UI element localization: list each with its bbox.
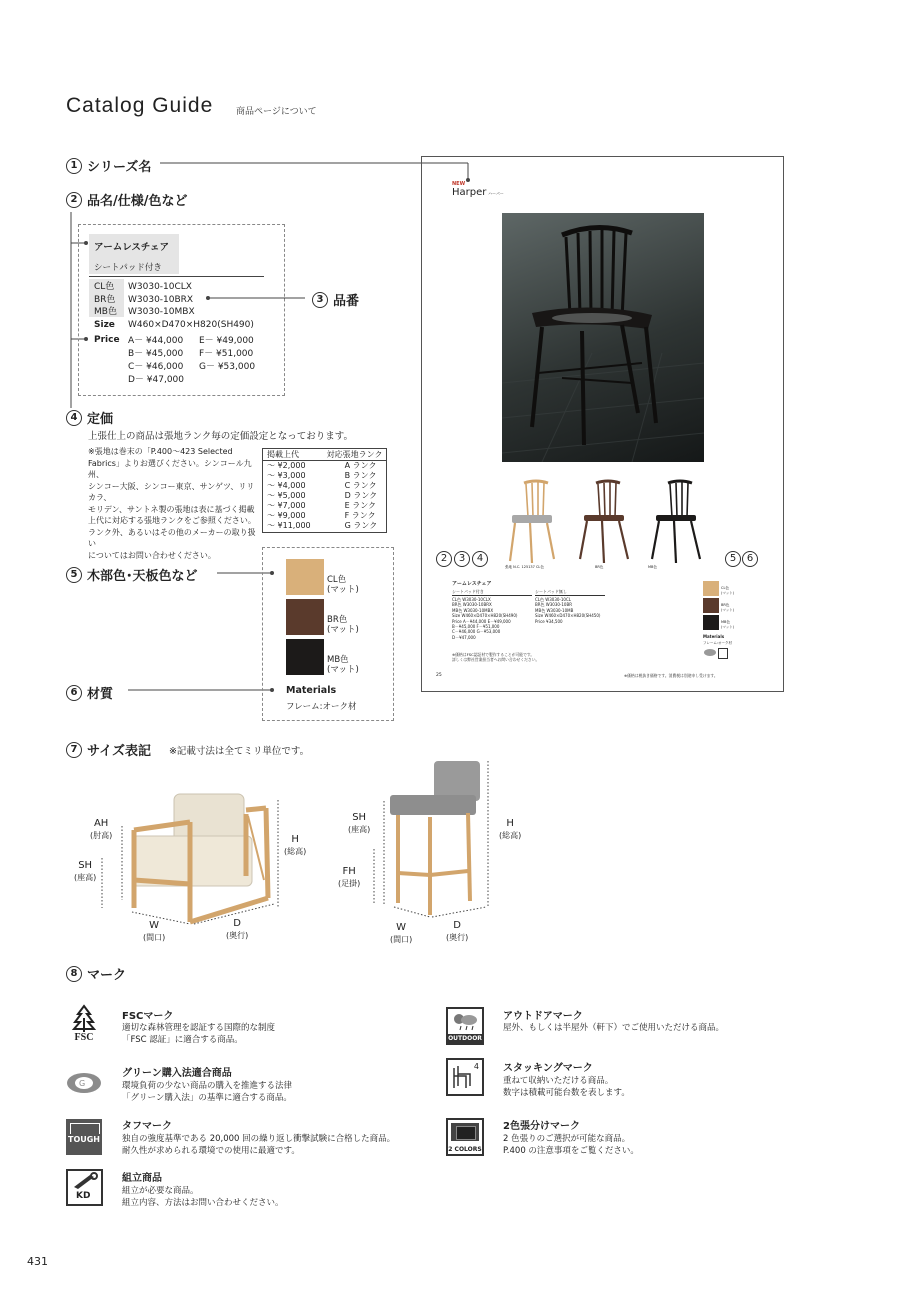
- mark-desc: [122, 1185, 284, 1209]
- price-item: A－ ¥44,000: [128, 336, 184, 346]
- section-label: 定価: [87, 412, 114, 427]
- mark-desc: [503, 1022, 724, 1034]
- rank-grade: B ランク: [344, 471, 377, 480]
- section-label: 木部色･天板色など: [87, 569, 198, 584]
- rank-price: ～ ¥11,000: [267, 521, 311, 530]
- page-title: Catalog Guide: [66, 94, 214, 117]
- desc-line: 重ねて収納いただける商品。: [503, 1076, 614, 1086]
- note-line: ランク外、あるいはその他のメーカーの取り扱い: [88, 527, 256, 548]
- kd-mini-icon: [718, 648, 728, 659]
- note-line: モリデン、サントネ製の張地は表に基づく掲載: [88, 504, 255, 514]
- num-badge: 2: [436, 551, 452, 567]
- spec-key: CL色: [94, 282, 115, 292]
- num-badge: 7: [66, 742, 82, 758]
- mini-line: Size W460×D470×H820(SH450): [535, 613, 601, 619]
- mini-spec-a: [452, 597, 517, 640]
- color-box: [262, 547, 394, 721]
- mini-line: D－¥47,000: [452, 634, 476, 640]
- armchair-d-label: [226, 918, 248, 942]
- callout-group-left: [436, 551, 489, 567]
- table-row: [263, 481, 386, 491]
- section-label: シリーズ名: [87, 160, 152, 175]
- materials-title: Materials: [286, 685, 337, 696]
- spec-option: シートパッド付き: [94, 263, 162, 273]
- rank-price: ～ ¥9,000: [267, 511, 306, 520]
- mini-line: Price A－¥44,000 E－¥49,000: [452, 618, 511, 624]
- size-note: ※記載寸法は全てミリ単位です。: [168, 745, 310, 757]
- desc-line: 2 色張りのご選択が可能な商品。: [503, 1134, 631, 1144]
- dim-label: SH: [352, 812, 367, 823]
- table-row: [263, 511, 386, 521]
- dim-label: W: [149, 920, 160, 931]
- rank-grade: E ランク: [344, 501, 377, 510]
- price-item: F－ ¥51,000: [199, 349, 254, 359]
- callout-group-right: [725, 551, 759, 567]
- mini-line: MB色 W3030-10MBX: [452, 607, 494, 613]
- sample-page-number: 25: [436, 673, 442, 678]
- mark-title: 組立商品: [122, 1173, 162, 1184]
- mini-line: B－¥45,000 F－¥51,000: [452, 624, 500, 630]
- spec-value: W460×D470×H820(SH490): [128, 319, 254, 330]
- dim-sub: (座高): [74, 873, 97, 882]
- section-item-number: [312, 290, 359, 309]
- num-badge: 5: [66, 567, 82, 583]
- table-row: [263, 501, 386, 511]
- kd-icon: [66, 1169, 103, 1206]
- swatch-cl: [286, 559, 324, 595]
- mini-swatch: [703, 598, 719, 613]
- rank-grade: A ランク: [344, 461, 377, 470]
- swatch-name: MB色: [327, 655, 349, 665]
- price-item: C－ ¥46,000: [128, 362, 184, 372]
- tough-badge-text: TOUGH: [67, 1135, 100, 1144]
- stool-d-label: [446, 920, 468, 944]
- mark-title: スタッキングマーク: [503, 1063, 593, 1074]
- num-badge: 1: [66, 158, 82, 174]
- stool-w-label: [390, 922, 412, 946]
- dim-label: AH: [93, 818, 109, 829]
- num-badge: 3: [312, 292, 328, 308]
- chair-thumb-mb: [652, 481, 700, 563]
- thumb-label: MB色: [648, 565, 657, 569]
- mini-line: CL色 W3030-10CLX: [452, 597, 491, 602]
- price-list-right: [199, 335, 255, 374]
- thumb-label: BR色: [595, 565, 604, 569]
- swatch-mb: [286, 639, 324, 675]
- mini-line: MB色 W3030-10MB: [535, 607, 574, 613]
- section-label: 品名/仕様/色など: [87, 194, 188, 209]
- svg-text:G: G: [79, 1079, 86, 1088]
- sample-series: Harper: [452, 187, 487, 198]
- rank-price: ～ ¥5,000: [267, 491, 306, 500]
- armchair-w-label: [143, 920, 165, 944]
- mark-desc: [122, 1080, 292, 1104]
- spec-divider: [89, 276, 264, 277]
- mark-desc: [122, 1022, 275, 1046]
- mini-swatch-sub: (マット): [721, 607, 735, 612]
- section-marks: [66, 964, 126, 983]
- spec-value: W3030-10MBX: [128, 307, 195, 317]
- dim-label: H: [291, 834, 299, 845]
- rank-grade: F ランク: [344, 511, 376, 520]
- tough-icon: [66, 1119, 102, 1155]
- price-lead: 上張仕上の商品は張地ランク毎の定価設定となっております。: [88, 431, 354, 442]
- section-spec: [66, 190, 188, 209]
- two-colors-badge-text: 2 COLORS: [448, 1146, 482, 1153]
- mini-swatch: [703, 615, 719, 630]
- mini-spec-b: [535, 597, 600, 624]
- armchair-h-label: [284, 834, 306, 858]
- mark-title: グリーン購入法適合商品: [122, 1068, 232, 1079]
- note-line: Fabrics」よりお選びください。シンコール九州、: [88, 458, 252, 479]
- mark-title: アウトドアマーク: [503, 1011, 583, 1022]
- stool-fh-label: [338, 866, 360, 890]
- swatch-name: BR色: [327, 615, 348, 625]
- num-badge: 4: [66, 410, 82, 426]
- dim-sub: (総高): [284, 847, 307, 856]
- rank-head: 掲載上代: [267, 450, 299, 459]
- materials-text: フレーム:オーク材: [286, 702, 357, 712]
- mini-line: ※価格はFSC認証材で製作することが可能です。: [452, 652, 535, 657]
- swatch-sub: (マット): [327, 585, 359, 595]
- fsc-icon: [66, 1004, 102, 1046]
- rank-price: ～ ¥4,000: [267, 481, 306, 490]
- section-label: マーク: [87, 968, 127, 983]
- desc-line: 「FSC 認証」に適合する商品。: [122, 1035, 243, 1045]
- dim-sub: (座高): [348, 825, 371, 834]
- table-row: [263, 521, 386, 531]
- dim-sub: (総高): [499, 831, 522, 840]
- mark-desc: [503, 1133, 639, 1157]
- sample-series-kana: ハーパー: [488, 191, 504, 196]
- two-colors-icon: [446, 1118, 484, 1156]
- rank-table: [262, 448, 387, 533]
- price-item: G－ ¥53,000: [199, 362, 256, 372]
- dim-label: SH: [78, 860, 93, 871]
- num-badge: 6: [66, 685, 82, 701]
- mini-line: CL色 W3030-10CL: [535, 597, 571, 602]
- kd-badge-text: KD: [76, 1191, 91, 1201]
- mark-title: FSCマーク: [122, 1011, 174, 1022]
- spec-rows: [94, 281, 254, 331]
- note-line: シンコー大阪、シンコー東京、サンゲツ、リリカラ、: [88, 481, 255, 502]
- rank-price: ～ ¥3,000: [267, 471, 306, 480]
- mark-desc: [503, 1075, 630, 1099]
- desc-line: 数字は積載可能台数を表します。: [503, 1088, 630, 1098]
- num-badge: 8: [66, 966, 82, 982]
- section-label: 品番: [333, 294, 360, 309]
- stacking-icon: [446, 1058, 484, 1096]
- note-line: ※張地は巻末の「P.400～423 Selected: [88, 447, 233, 456]
- swatch-sub: (マット): [327, 665, 359, 675]
- page-number: 431: [27, 1255, 48, 1268]
- num-badge: 2: [66, 192, 82, 208]
- armchair-diagram: [70, 780, 310, 950]
- stool-h-label: [499, 818, 521, 842]
- spec-box: [78, 224, 285, 396]
- sample-page: [421, 156, 784, 692]
- section-label: サイズ表記: [87, 744, 151, 759]
- desc-line: 環境負荷の少ない商品の購入を推進する法律: [122, 1081, 293, 1091]
- table-row: [263, 461, 386, 472]
- spec-value: W3030-10CLX: [128, 282, 192, 292]
- num-badge: 6: [742, 551, 758, 567]
- spec-key: Size: [94, 319, 115, 330]
- swatch-name: CL色: [327, 575, 347, 585]
- mini-swatch-name: BR色: [721, 603, 730, 607]
- stool-diagram: [360, 755, 510, 935]
- price-list-left: [128, 335, 184, 387]
- chair-thumb-br: [580, 481, 628, 563]
- mini-swatch-sub: (マット): [721, 590, 735, 595]
- spec-value: W3030-10BRX: [128, 294, 194, 305]
- green-mini-icon: [704, 649, 716, 656]
- mini-swatch-sub: (マット): [721, 624, 735, 629]
- spec-key: BR色: [94, 294, 116, 305]
- desc-line: P.400 の注意事項をご覧ください。: [503, 1146, 639, 1156]
- price-item: E－ ¥49,000: [199, 336, 254, 346]
- green-purchase-icon: [66, 1072, 102, 1098]
- desc-line: 組立内容、方法はお問い合わせください。: [122, 1198, 284, 1208]
- armchair-ah-label: [90, 818, 112, 842]
- price-item: D－ ¥47,000: [128, 375, 185, 385]
- rank-grade: C ランク: [344, 481, 377, 490]
- mini-swatch-name: CL色: [721, 586, 729, 590]
- mini-footnote: [452, 652, 539, 662]
- dim-label: FH: [342, 866, 356, 877]
- hero-photo: [502, 213, 704, 462]
- mini-swatch: [703, 581, 719, 596]
- dim-label: D: [453, 920, 461, 931]
- mini-spec-opt: シートパッド付き: [452, 589, 484, 594]
- mini-line: C－¥46,000 G－¥53,000: [452, 629, 501, 635]
- note-line: 上代に対応する張地ランクをご参照ください。: [88, 516, 256, 525]
- dim-sub: (肘高): [90, 831, 113, 840]
- spec-name: アームレスチェア: [94, 242, 169, 253]
- num-badge: 5: [725, 551, 741, 567]
- dim-sub: (奥行): [226, 931, 249, 940]
- page-subtitle: 商品ページについて: [236, 107, 317, 117]
- desc-line: 適切な森林管理を認証する国際的な制度: [122, 1023, 276, 1033]
- dim-label: D: [233, 918, 241, 929]
- chair-thumbnails: [502, 479, 712, 565]
- price-note: [88, 446, 258, 561]
- num-badge: 3: [454, 551, 470, 567]
- rank-price: ～ ¥2,000: [267, 461, 306, 470]
- mini-spec-title: アームレスチェア: [452, 581, 492, 587]
- desc-line: 屋外、もしくは半屋外（軒下）でご使用いただける商品。: [503, 1023, 725, 1033]
- mini-spec-b-opt: シートパッド無し: [535, 589, 567, 594]
- mini-line: BR色 W3030-10BRX: [452, 602, 492, 608]
- dim-sub: (奥行): [446, 933, 469, 942]
- mark-title: タフマーク: [122, 1121, 172, 1132]
- new-tag: NEW: [452, 181, 466, 187]
- dim-sub: (足掛): [338, 879, 361, 888]
- mini-line: Price ¥34,500: [535, 618, 563, 624]
- section-label: 材質: [87, 687, 114, 702]
- chair-thumb-cl: [510, 481, 554, 563]
- thumb-label: 張地 N.C. 125137 CL色: [505, 565, 544, 569]
- mini-materials-title: Materials: [703, 634, 725, 639]
- armchair-sh-label: [74, 860, 96, 884]
- mini-line: BR色 W3030-10BR: [535, 602, 572, 608]
- table-row: [263, 471, 386, 481]
- price-item: B－ ¥45,000: [128, 349, 184, 359]
- rank-grade: D ランク: [344, 491, 378, 500]
- outdoor-icon: [446, 1007, 484, 1045]
- mark-title: 2色張分けマーク: [503, 1121, 580, 1132]
- stacking-count: 4: [473, 1062, 479, 1071]
- sample-bottom-note: ※価格は税抜き価格です。消費税は別途申し受けます。: [624, 673, 718, 678]
- desc-line: 独自の強度基準である 20,000 回の繰り返し衝撃試験に合格した商品。: [122, 1134, 396, 1144]
- mini-swatch-name: MB色: [721, 620, 730, 624]
- section-materials: [66, 683, 113, 702]
- mini-materials: フレーム:オーク材: [703, 641, 733, 645]
- table-row: [263, 491, 386, 501]
- mark-desc: [122, 1133, 395, 1157]
- spec-key: MB色: [94, 307, 117, 317]
- swatch-br: [286, 599, 324, 635]
- desc-line: 「グリーン購入法」の基準に適合する商品。: [122, 1093, 292, 1103]
- rank-grade: G ランク: [344, 521, 378, 530]
- outdoor-badge-text: OUTDOOR: [448, 1035, 482, 1042]
- rank-price: ～ ¥7,000: [267, 501, 306, 510]
- section-size: [66, 740, 309, 759]
- dim-sub: (間口): [390, 935, 413, 944]
- mini-line: Size W460×D470×H820(SH490): [452, 613, 518, 619]
- desc-line: 組立が必要な商品。: [122, 1186, 199, 1196]
- swatch-sub: (マット): [327, 625, 359, 635]
- rank-head: 対応張地ランク: [326, 450, 383, 459]
- dim-label: W: [396, 922, 407, 933]
- mini-line: 詳しくは弊社営業担当者へお問い合わせください。: [452, 657, 540, 662]
- stool-sh-label: [348, 812, 370, 836]
- num-badge: 4: [472, 551, 488, 567]
- desc-line: 耐久性が求められる環境での使用に最適です。: [122, 1146, 300, 1156]
- dim-sub: (間口): [143, 933, 166, 942]
- fsc-badge-text: FSC: [74, 1032, 94, 1043]
- section-series-name: [66, 156, 151, 175]
- price-label: Price: [94, 335, 120, 345]
- dim-label: H: [506, 818, 514, 829]
- section-price: [66, 408, 113, 427]
- chair-photo-icon: [502, 213, 704, 462]
- section-wood-color: [66, 565, 198, 584]
- note-line: についてはお問い合わせください。: [88, 550, 216, 560]
